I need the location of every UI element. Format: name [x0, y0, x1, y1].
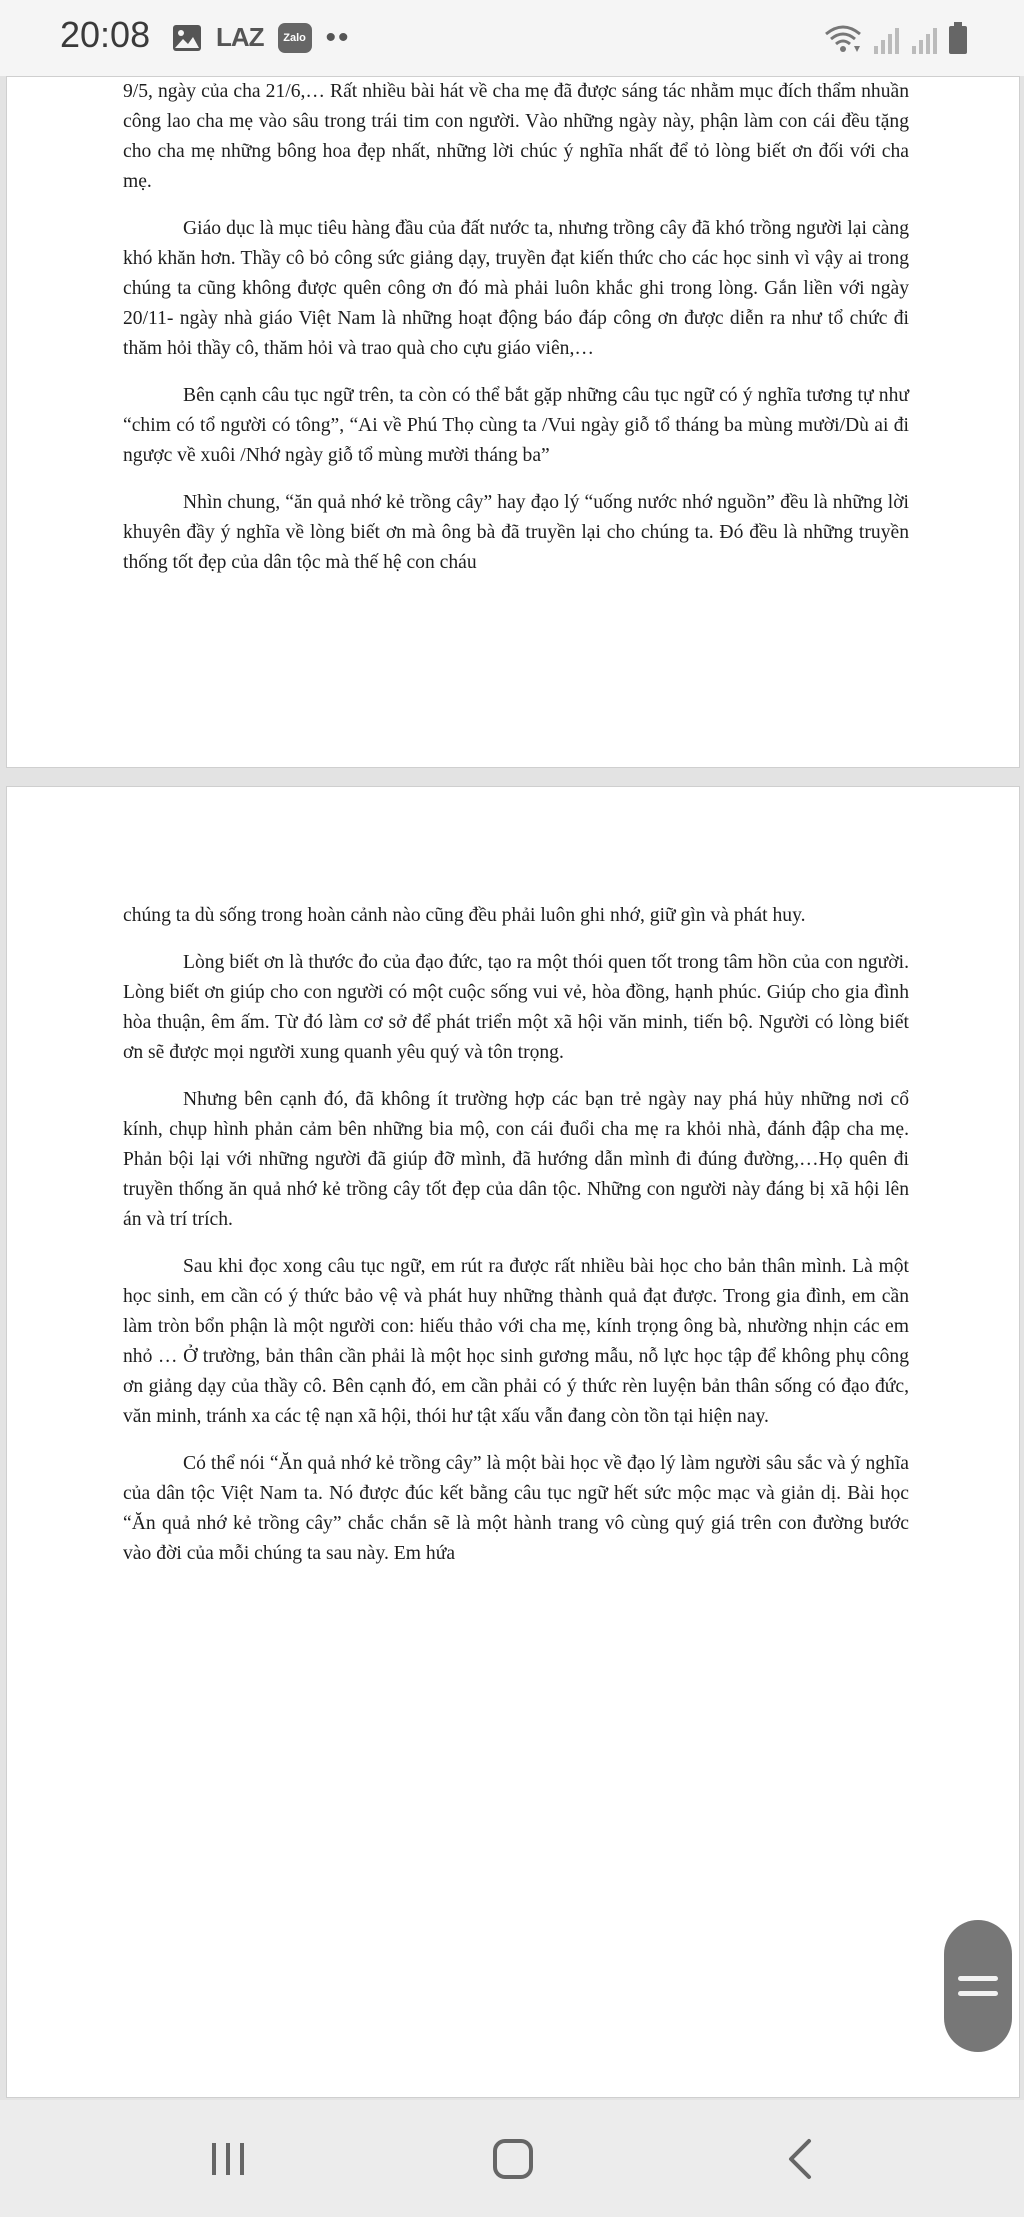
page-1-text [123, 77, 909, 595]
back-icon [785, 2137, 815, 2181]
notification-icons [172, 22, 351, 53]
home-button[interactable] [443, 2100, 583, 2217]
paragraph: Nhưng bên cạnh đó, đã không ít trường hợp các bạn trẻ ngày nay phá hủy những nơi cổ kính, chụp hình phản cảm bên những bia mộ, con cái đuổi cha mẹ ra khỏi nhà, đánh đập cha mẹ. Phản bội lại với những người đã giúp đỡ mình, đã hướng dẫn mình đi đúng đường,…Họ quên đi truyền thống ăn quả nhớ kẻ trồng cây tốt đẹp của dân tộc. Những con người này đáng bị xã hội lên án và trí trích. [123, 1089, 909, 1230]
wifi-icon [824, 24, 862, 54]
paragraph: Bên cạnh câu tục ngữ trên, ta còn có thể bắt gặp những câu tục ngữ có ý nghĩa tương tự như “chim có tổ người có tông”, “Ai về Phú Thọ cùng ta /Vui ngày giỗ tổ tháng ba mùng mười/Dù ai đi ngược về xuôi /Nhớ ngày giỗ tổ mùng mười tháng ba” [123, 385, 909, 466]
recent-apps-button[interactable] [158, 2100, 298, 2217]
back-button[interactable] [730, 2100, 870, 2217]
navigation-bar [0, 2100, 1024, 2217]
status-bar [0, 0, 1024, 76]
signal-icon [872, 26, 900, 54]
recent-apps-icon [206, 2139, 250, 2179]
lazada-icon: LAZ [216, 22, 264, 52]
document-page-1 [6, 76, 1020, 768]
home-icon [491, 2137, 535, 2181]
paragraph: Có thể nói “Ăn quả nhớ kẻ trồng cây” là một bài học về đạo lý làm người sâu sắc và ý nghĩa của dân tộc Việt Nam ta. Nó được đúc kết bằng câu tục ngữ hết sức mộc mạc và giản dị. Bài học “Ăn quả nhớ kẻ trồng cây” chắc chắn sẽ là một hành trang vô cùng quý giá trên con đường bước vào đời của mỗi chúng ta sau này. Em hứa [123, 1453, 909, 1564]
paragraph: chúng ta dù sống trong hoàn cảnh nào cũng đều phải luôn ghi nhớ, giữ gìn và phát huy. [123, 905, 806, 926]
scroll-handle-icon[interactable] [944, 1920, 1012, 2052]
status-time: 20:08 [60, 14, 151, 55]
paragraph: Nhìn chung, “ăn quả nhớ kẻ trồng cây” hay đạo lý “uống nước nhớ nguồn” đều là những lời khuyên đầy ý nghĩa về lòng biết ơn mà ông bà đã truyền lại cho chúng ta. Đó đều là những truyền thống tốt đẹp của dân tộc mà thế hệ con cháu [123, 492, 909, 573]
battery-icon [948, 22, 968, 54]
grip-line [958, 1976, 998, 1981]
document-page-2 [6, 786, 1020, 2098]
signal-icon [910, 26, 938, 54]
system-icons [824, 22, 968, 54]
more-icon: •• [325, 20, 351, 54]
zalo-icon: Zalo [278, 23, 312, 53]
page-2-text [123, 901, 909, 1586]
paragraph: Giáo dục là mục tiêu hàng đầu của đất nước ta, nhưng trồng cây đã khó trồng người lại càng khó khăn hơn. Thầy cô bỏ công sức giảng dạy, truyền đạt kiến thức cho các học sinh vì vậy ai trong chúng ta cũng không được quên công ơn đó mà phải luôn khắc ghi trong lòng. Gắn liền với ngày 20/11- ngày nhà giáo Việt Nam là những hoạt động báo đáp công ơn được diễn ra như tổ chức đi thăm hỏi thầy cô, thăm hỏi và trao quà cho cựu giáo viên,… [123, 218, 909, 359]
paragraph: Lòng biết ơn là thước đo của đạo đức, tạo ra một thói quen tốt trong tâm hồn của con người. Lòng biết ơn giúp cho con người có một cuộc sống vui vẻ, hòa đồng, hạnh phúc. Giúp cho gia đình hòa thuận, êm ấm. Từ đó làm cơ sở để phát triển một xã hội văn minh, tiến bộ. Người có lòng biết ơn sẽ được mọi người xung quanh yêu quý và tôn trọng. [123, 952, 909, 1063]
paragraph: 9/5, ngày của cha 21/6,… Rất nhiều bài hát về cha mẹ đã được sáng tác nhằm mục đích thẩm nhuần công lao cha mẹ vào sâu trong trái tim con người. Vào những ngày này, phận làm con cái đều tặng cho cha mẹ những bông hoa đẹp nhất, những lời chúc ý nghĩa nhất để tỏ lòng biết ơn đối với cha mẹ. [123, 81, 909, 192]
gallery-icon [172, 24, 202, 52]
paragraph: Sau khi đọc xong câu tục ngữ, em rút ra được rất nhiều bài học cho bản thân mình. Là một học sinh, em cần có ý thức bảo vệ và phát huy những thành quả đạt được. Trong gia đình, em cần làm tròn bổn phận là một người con: hiếu thảo với cha mẹ, kính trọng ông bà, nhường nhịn các em nhỏ … Ở trường, bản thân cần phải là một học sinh gương mẫu, nỗ lực học tập để không phụ công ơn giảng dạy của thầy cô. Bên cạnh đó, em cần phải có ý thức rèn luyện bản thân sống có đạo đức, văn minh, tránh xa các tệ nạn xã hội, thói hư tật xấu vẫn đang còn tồn tại hiện nay. [123, 1256, 909, 1427]
grip-line [958, 1991, 998, 1996]
